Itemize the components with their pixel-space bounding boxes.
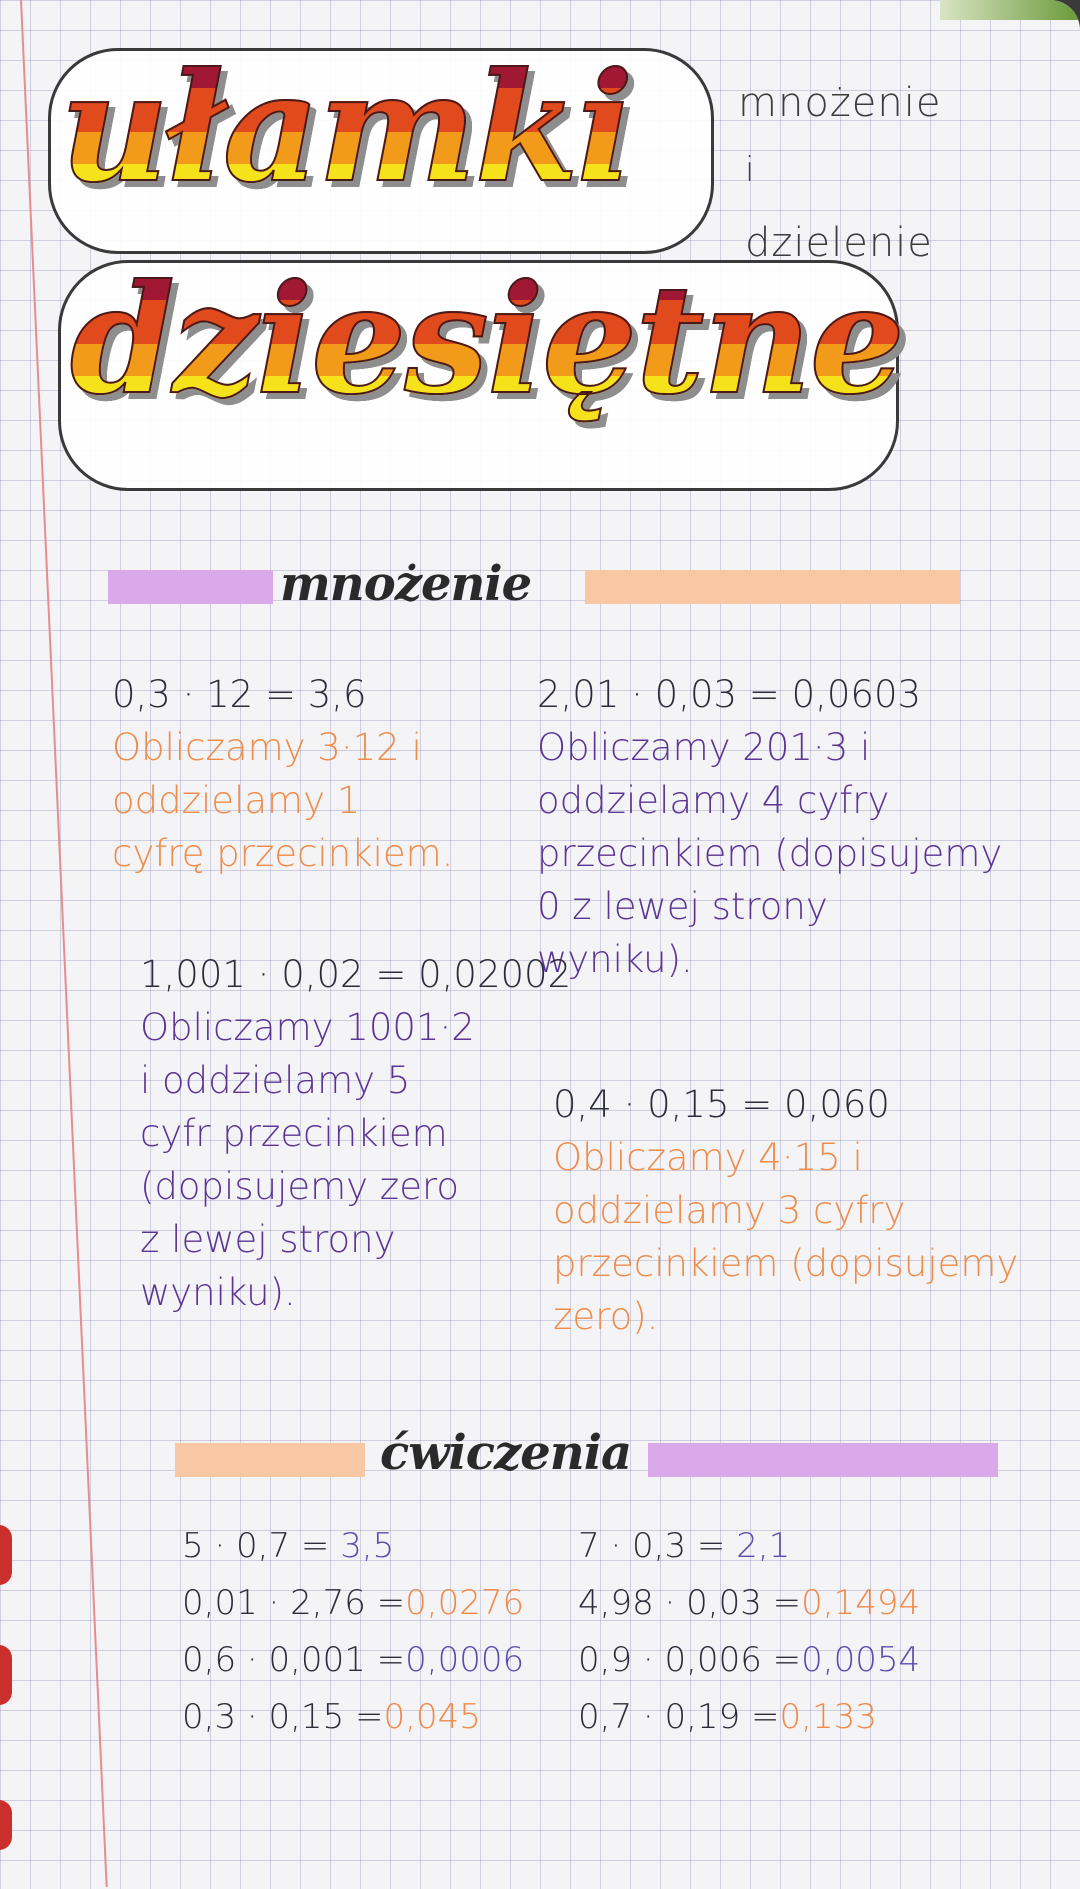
subtitle-word: dzielenie [745,220,933,266]
example-explanation-line: przecinkiem (dopisujemy [537,832,1003,875]
exercise-row [578,1518,920,1575]
example-explanation-line: (dopisujemy zero [140,1165,460,1208]
example-explanation-line: Obliczamy 1001·2 [140,1006,475,1049]
exercise-result: 0,1494 [801,1583,921,1623]
exercise-equation: 0,7 · 0,19 = [578,1697,780,1737]
exercise-result: 0,133 [779,1697,877,1737]
exercise-row [578,1632,920,1689]
example-equation: 0,4 · 0,15 = 0,060 [553,1083,890,1126]
example-equation: 2,01 · 0,03 = 0,0603 [537,673,922,716]
exercise-row [182,1575,524,1632]
example-explanation-line: oddzielamy 1 [112,779,361,822]
highlight-bar [175,1443,365,1477]
example-explanation-line: oddzielamy 3 cyfry [553,1189,906,1232]
exercise-equation: 7 · 0,3 = [578,1526,726,1566]
example-explanation-line: i oddzielamy 5 [140,1059,411,1102]
example-block [140,948,571,1319]
exercise-row [182,1518,524,1575]
example-explanation-line: zero). [553,1295,659,1338]
page-title-line-1: ułamki [60,28,632,228]
example-explanation-line: oddzielamy 4 cyfry [537,779,890,822]
exercise-row [578,1575,920,1632]
example-explanation-line: cyfrę przecinkiem. [112,832,454,875]
binder-mark [0,1800,12,1850]
exercise-list-right [578,1518,920,1746]
example-block [537,668,1002,986]
exercise-result: 0,0054 [801,1640,921,1680]
example-equation: 1,001 · 0,02 = 0,02002 [140,953,572,996]
subtitle-word: i [745,150,756,190]
binder-mark [0,1645,12,1705]
page-title-line-2: dziesiętne [70,240,903,440]
binder-mark [0,1525,12,1585]
example-block [112,668,453,880]
example-explanation-line: Obliczamy 3·12 i [112,726,422,769]
example-equation: 0,3 · 12 = 3,6 [112,673,367,716]
exercise-equation: 0,3 · 0,15 = [182,1697,384,1737]
exercise-result: 0,045 [383,1697,481,1737]
example-explanation-line: z lewej strony [140,1218,396,1261]
exercise-row [578,1689,920,1746]
exercise-list-left [182,1518,524,1746]
exercise-row [182,1689,524,1746]
exercise-equation: 4,98 · 0,03 = [578,1583,802,1623]
section-header-multiplication: mnożenie [280,556,532,612]
example-explanation-line: wyniku). [537,938,693,981]
corner-decoration [940,0,1080,20]
example-explanation-line: 0 z lewej strony [537,885,828,928]
exercise-equation: 0,6 · 0,001 = [182,1640,406,1680]
exercise-result: 2,1 [736,1526,791,1566]
exercise-result: 0,0006 [405,1640,525,1680]
example-explanation-line: przecinkiem (dopisujemy [553,1242,1019,1285]
exercise-result: 0,0276 [405,1583,525,1623]
example-explanation-line: Obliczamy 4·15 i [553,1136,863,1179]
exercise-result: 3,5 [340,1526,395,1566]
example-explanation-line: wyniku). [140,1271,296,1314]
example-block [553,1078,1018,1343]
highlight-bar [648,1443,998,1477]
section-header-exercises: ćwiczenia [380,1425,632,1481]
highlight-bar [585,570,960,604]
example-explanation-line: Obliczamy 201·3 i [537,726,871,769]
exercise-equation: 5 · 0,7 = [182,1526,330,1566]
example-explanation-line: cyfr przecinkiem [140,1112,448,1155]
exercise-row [182,1632,524,1689]
subtitle-word: mnożenie [738,80,942,126]
exercise-equation: 0,9 · 0,006 = [578,1640,802,1680]
exercise-equation: 0,01 · 2,76 = [182,1583,406,1623]
highlight-bar [108,570,273,604]
